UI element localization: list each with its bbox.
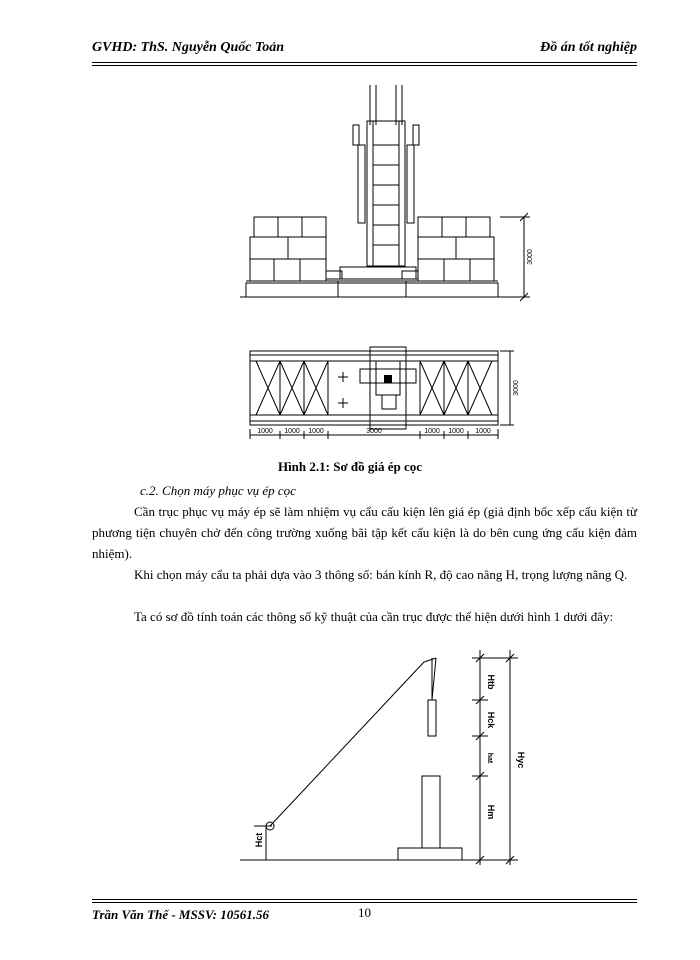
dim-bottom-1: 1000 [257,428,273,435]
paragraph-3: Ta có sơ đồ tính toán các thông số kỹ thuật của cần trục được thể hiện dưới hình 1 dưới đây: [134,609,614,624]
pile-press-frame-drawing [230,85,550,445]
label-htb: Htb [486,674,496,690]
header-doc-type: Đồ án tốt nghiệp [540,40,637,55]
footer-rule-2 [92,902,637,903]
page-header [92,40,637,62]
figure-caption: Hình 2.1: Sơ đồ giá ép cọc [277,459,423,474]
dim-width-label: 3000 [513,380,520,396]
header-advisor: GVHD: ThS. Nguyễn Quốc Toản [92,40,285,55]
dim-height-label: 3000 [527,249,534,265]
subheading: c.2. Chọn máy phục vụ ép cọc [140,483,296,498]
paragraph-2: Khi chọn máy cẩu ta phải dựa vào 3 thông số: bán kính R, độ cao nâng H, trọng lượng nâng Q. [134,567,628,582]
header-rule-2 [92,65,637,66]
crane-parameter-diagram [240,640,540,880]
page-number: 10 [358,905,371,920]
label-hm: Hm [486,804,496,820]
dim-bottom-3: 1000 [308,428,324,435]
label-hct: Hct [254,832,264,848]
dim-bottom-5: 1000 [424,428,440,435]
paragraph-1: Cần trục phục vụ máy ép sẽ làm nhiệm vụ cẩu cấu kiện lên giá ép (giả định bốc xếp cấu kiện từ phương tiện chuyên chở đến công trường xuống bãi tập kết cấu kiện là do bên cung ứng cấu kiện đảm nhiệm). [92,504,637,561]
label-hat: hat [486,752,493,764]
dim-bottom-4: 3000 [366,428,382,435]
label-hck: Hck [486,711,496,729]
dim-bottom-7: 1000 [475,428,491,435]
footer-author: Trần Văn Thế - MSSV: 10561.56 [92,907,269,922]
header-rule [92,62,637,63]
dim-bottom-6: 1000 [448,428,464,435]
dim-bottom-2: 1000 [284,428,300,435]
label-hyc: Hyc [516,751,526,769]
footer-rule [92,899,637,900]
